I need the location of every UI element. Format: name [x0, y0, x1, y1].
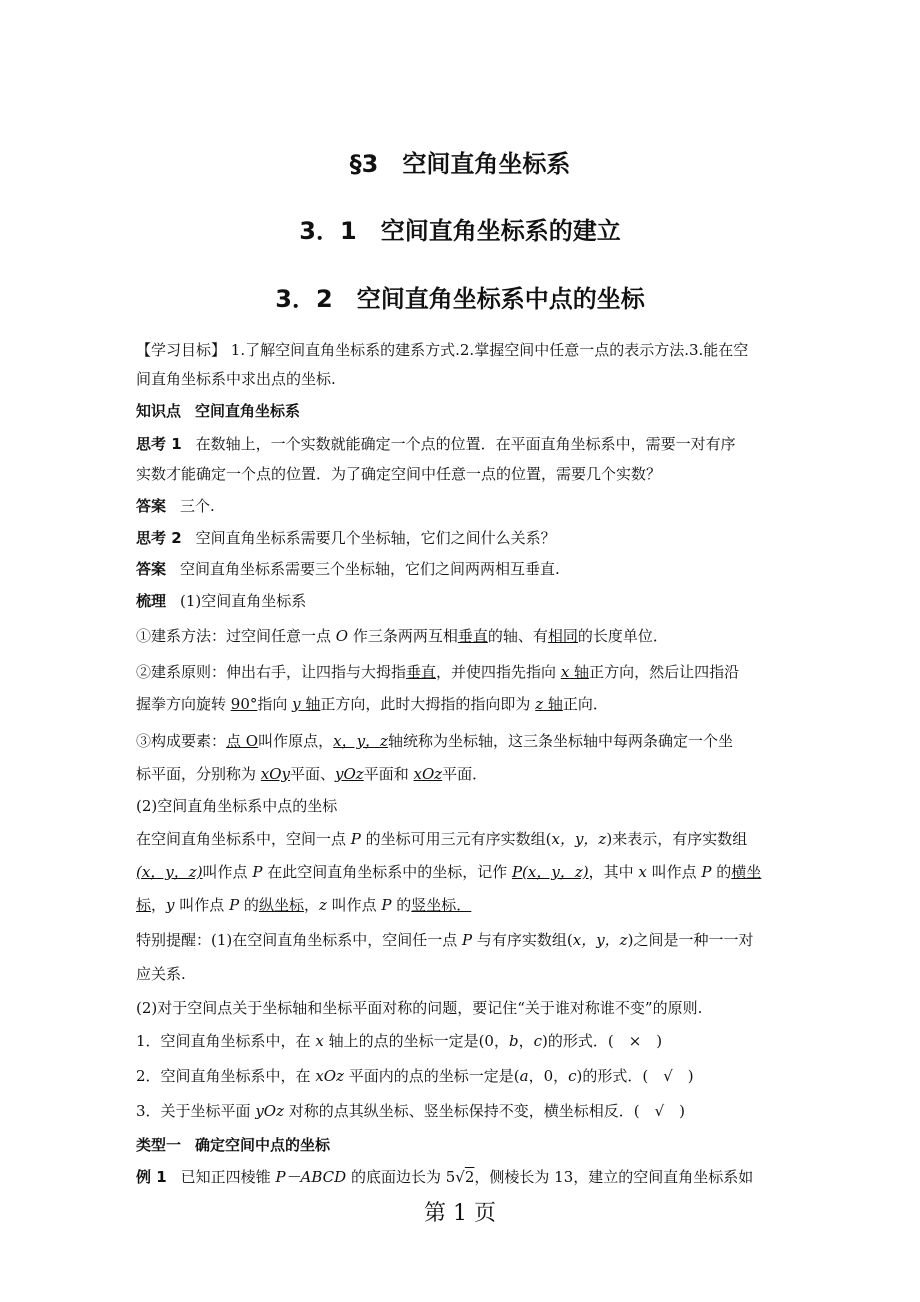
learning-goal-label: 【学习目标】: [136, 341, 227, 359]
learning-goal-line-2: 间直角坐标系中求出点的坐标.: [136, 370, 336, 388]
section-title: §3 空间直角坐标系: [349, 150, 571, 178]
tip-line-3: (2)对于空间点关于坐标轴和坐标平面对称的问题，要记住“关于谁对称谁不变”的原则.: [136, 999, 703, 1017]
judge-item-3: 3．关于坐标平面 yOz 对称的点其纵坐标、竖坐标保持不变，横坐标相反．( √ ): [136, 1102, 686, 1120]
think-1-line-1: 思考 1 在数轴上，一个实数就能确定一个点的位置．在平面直角坐标系中，需要一对有序: [136, 435, 736, 453]
sort-heading: 梳理 (1)空间直角坐标系: [136, 592, 307, 610]
method-1: ①建系方法：过空间任意一点 O 作三条两两互相垂直的轴、有相同的长度单位．: [136, 627, 668, 645]
judge-item-1: 1．空间直角坐标系中，在 x 轴上的点的坐标一定是(0，b，c)的形式．( × ): [136, 1032, 663, 1050]
point-coord-line-1: 在空间直角坐标系中，空间一点 P 的坐标可用三元有序实数组(x，y，z)来表示，有序实数组: [136, 830, 748, 848]
think-1-line-2: 实数才能确定一个点的位置．为了确定空间中任意一点的位置，需要几个实数？: [136, 465, 662, 483]
point-coord-line-3: 标，y 叫作点 P 的纵坐标，z 叫作点 P 的竖坐标．: [136, 896, 472, 914]
subsection-title-3-1: 3．1 空间直角坐标系的建立: [299, 217, 621, 245]
method-2-line-1: ②建系原则：伸出右手，让四指与大拇指垂直，并使四指先指向 x 轴正方向，然后让四指沿: [136, 663, 740, 681]
sqrt-symbol: √: [455, 1168, 465, 1186]
type-1-heading: 类型一 确定空间中点的坐标: [136, 1136, 331, 1154]
answer-2: 答案 空间直角坐标系需要三个坐标轴，它们之间两两相互垂直.: [136, 560, 560, 578]
knowledge-point-heading: 知识点 空间直角坐标系: [136, 402, 301, 420]
page-number: 第 1 页: [424, 1201, 496, 1226]
judge-item-2: 2．空间直角坐标系中，在 xOz 平面内的点的坐标一定是(a，0，c)的形式．( √ ): [136, 1067, 694, 1085]
example-1: 例 1 已知正四棱锥 P－ABCD 的底面边长为 5√2，侧棱长为 13，建立的空间直角坐标系如: [136, 1168, 754, 1186]
method-2-line-2: 握拳方向旋转 90°指向 y 轴正方向，此时大拇指的指向即为 z 轴正向．: [136, 695, 608, 713]
method-3-line-2: 标平面，分别称为 xOy平面、yOz平面和 xOz平面．: [136, 765, 488, 783]
think-2: 思考 2 空间直角坐标系需要几个坐标轴，它们之间什么关系？: [136, 529, 556, 547]
learning-goal-line-1: 【学习目标】 1.了解空间直角坐标系的建系方式.2.掌握空间中任意一点的表示方法.3.能在空: [136, 341, 749, 359]
sub-heading-2: (2)空间直角坐标系中点的坐标: [136, 797, 338, 815]
answer-1: 答案 三个.: [136, 497, 215, 515]
method-3-line-1: ③构成要素：点 O叫作原点，x，y，z轴统称为坐标轴，这三条坐标轴中每两条确定一个坐: [136, 732, 733, 750]
tip-line-1: 特别提醒：(1)在空间直角坐标系中，空间任一点 P 与有序实数组(x，y，z)之间是一种一一对: [136, 931, 754, 949]
point-coord-line-2: (x，y，z)叫作点 P 在此空间直角坐标系中的坐标，记作 P(x，y，z)，其中 x 叫作点 P 的横坐: [136, 863, 762, 881]
subsection-title-3-2: 3．2 空间直角坐标系中点的坐标: [275, 285, 645, 313]
tip-line-2: 应关系.: [136, 965, 186, 983]
